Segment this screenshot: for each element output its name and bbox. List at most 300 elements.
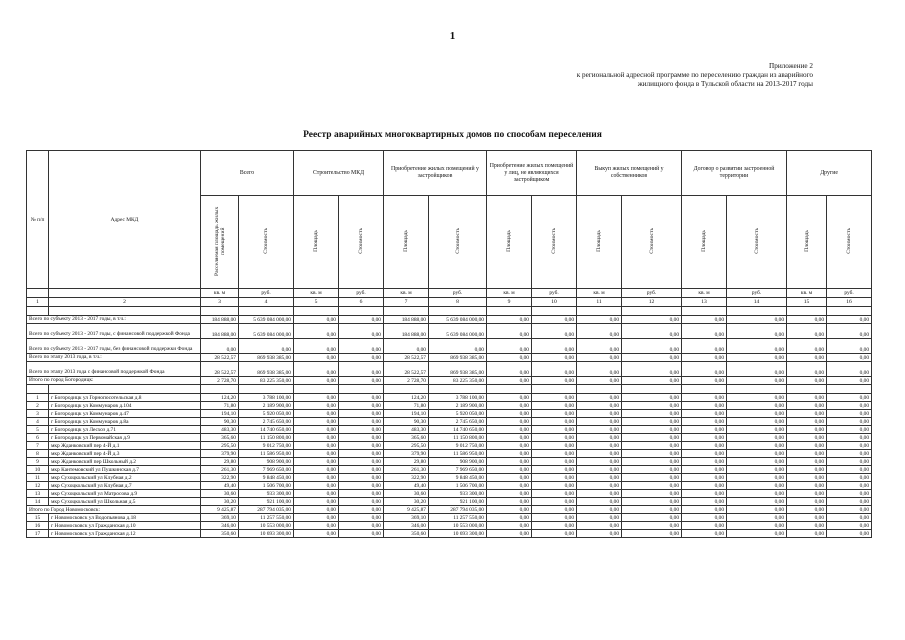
- row-area: 379,90: [201, 450, 239, 458]
- row-zero-value: 0,00: [577, 450, 622, 458]
- row-number: 9: [27, 458, 49, 466]
- summary-value: 0,00: [532, 362, 577, 377]
- row-address: мкр Сухоцкольский ул Клубная д.7: [49, 482, 201, 490]
- row-zero-value: 0,00: [827, 434, 872, 442]
- row-zero-value: 0,00: [487, 522, 532, 530]
- row-zero-value: 0,00: [727, 442, 787, 450]
- appendix-line-1: Приложение 2: [769, 62, 813, 70]
- register-table: [26, 150, 872, 538]
- row-zero-value: 0,00: [727, 514, 787, 522]
- summary-row: [27, 377, 872, 385]
- summary-value: 184 888,00: [384, 316, 429, 324]
- table-row: [27, 514, 872, 522]
- summary-value: 0,00: [787, 339, 827, 354]
- row-zero-value: 0,00: [622, 490, 682, 498]
- row-zero-value: 0,00: [622, 466, 682, 474]
- row-construction-cost: 0,00: [339, 490, 384, 498]
- summary-value: 0,00: [577, 324, 622, 339]
- row-number: 17: [27, 530, 49, 538]
- row-acq-cost: 3 788 100,00: [429, 394, 487, 402]
- summary-value: 0,00: [622, 316, 682, 324]
- row-zero-value: 0,00: [827, 394, 872, 402]
- subtotal-zero-value: 0,00: [787, 506, 827, 514]
- row-zero-value: 0,00: [787, 530, 827, 538]
- row-acq-cost: 10 693 300,00: [429, 530, 487, 538]
- row-number: 12: [27, 482, 49, 490]
- row-address: г Новомосковск ул Гражданская д.12: [49, 530, 201, 538]
- row-zero-value: 0,00: [487, 426, 532, 434]
- summary-value: 0,00: [787, 316, 827, 324]
- row-zero-value: 0,00: [827, 450, 872, 458]
- empty-cell: [49, 385, 201, 394]
- row-area: 90,30: [201, 418, 239, 426]
- row-zero-value: 0,00: [827, 442, 872, 450]
- row-zero-value: 0,00: [727, 450, 787, 458]
- row-number: 11: [27, 474, 49, 482]
- summary-value: 83 225 350,00: [429, 377, 487, 385]
- row-zero-value: 0,00: [487, 474, 532, 482]
- row-zero-value: 0,00: [727, 394, 787, 402]
- column-index: 14: [727, 298, 787, 307]
- row-cost: 3 788 100,00: [239, 394, 294, 402]
- sub-area: Площадь: [487, 196, 532, 289]
- summary-value: 869 938 385,00: [429, 354, 487, 362]
- unit-rub: руб.: [622, 289, 682, 298]
- row-area: 30,60: [201, 490, 239, 498]
- row-zero-value: 0,00: [787, 418, 827, 426]
- row-zero-value: 0,00: [622, 482, 682, 490]
- row-zero-value: 0,00: [682, 410, 727, 418]
- row-construction-area: 0,00: [294, 458, 339, 466]
- empty-cell: [201, 307, 239, 316]
- summary-value: 869 938 385,00: [239, 354, 294, 362]
- subtotal-acq-cost: 287 794 035,00: [429, 506, 487, 514]
- sub-area: Площадь: [294, 196, 339, 289]
- summary-value: 0,00: [622, 377, 682, 385]
- summary-value: 28 522,57: [384, 354, 429, 362]
- row-acq-cost: 933 300,00: [429, 490, 487, 498]
- header-buyout: Выкуп жилых помещений у собственников: [577, 151, 682, 196]
- empty-cell: [577, 385, 622, 394]
- row-zero-value: 0,00: [787, 410, 827, 418]
- row-zero-value: 0,00: [787, 426, 827, 434]
- row-zero-value: 0,00: [622, 402, 682, 410]
- row-zero-value: 0,00: [682, 394, 727, 402]
- row-cost: 11 150 800,00: [239, 434, 294, 442]
- row-zero-value: 0,00: [827, 426, 872, 434]
- unit-sqm: кв. м: [294, 289, 339, 298]
- row-cost: 10 693 300,00: [239, 530, 294, 538]
- row-zero-value: 0,00: [577, 514, 622, 522]
- row-zero-value: 0,00: [577, 434, 622, 442]
- summary-value: 0,00: [682, 316, 727, 324]
- unit-sqm: кв. м: [787, 289, 827, 298]
- subtotal-row: [27, 506, 872, 514]
- row-area: 71,80: [201, 402, 239, 410]
- empty-cell: [339, 307, 384, 316]
- table-row: [27, 426, 872, 434]
- sub-cost: Стоимость: [532, 196, 577, 289]
- row-acq-cost: 908 900,00: [429, 458, 487, 466]
- row-number: 6: [27, 434, 49, 442]
- row-address: г Богородицк ул Коммунаров д.104: [49, 402, 201, 410]
- header-address: Адрес МКД: [49, 151, 201, 289]
- spacer-row: [27, 307, 872, 316]
- row-zero-value: 0,00: [622, 434, 682, 442]
- row-zero-value: 0,00: [682, 514, 727, 522]
- summary-value: 0,00: [727, 354, 787, 362]
- summary-row: [27, 362, 872, 377]
- row-zero-value: 0,00: [787, 482, 827, 490]
- row-zero-value: 0,00: [827, 514, 872, 522]
- summary-value: 0,00: [827, 316, 872, 324]
- row-zero-value: 0,00: [787, 522, 827, 530]
- subtotal-construction-area: 0,00: [294, 506, 339, 514]
- row-number: 5: [27, 426, 49, 434]
- row-acq-area: 379,90: [384, 450, 429, 458]
- unit-cell: [49, 289, 201, 298]
- row-acq-cost: 1 506 700,00: [429, 482, 487, 490]
- subtotal-zero-value: 0,00: [827, 506, 872, 514]
- summary-value: 0,00: [787, 377, 827, 385]
- row-zero-value: 0,00: [532, 514, 577, 522]
- row-construction-area: 0,00: [294, 450, 339, 458]
- row-zero-value: 0,00: [577, 530, 622, 538]
- unit-sqm: кв. м: [201, 289, 239, 298]
- summary-value: 0,00: [239, 339, 294, 354]
- summary-value: 0,00: [294, 316, 339, 324]
- unit-sqm: кв. м: [384, 289, 429, 298]
- empty-cell: [27, 307, 49, 316]
- subtotal-zero-value: 0,00: [487, 506, 532, 514]
- summary-value: 0,00: [294, 377, 339, 385]
- row-number: 4: [27, 418, 49, 426]
- row-address: г Новомосковск ул Гражданская д.10: [49, 522, 201, 530]
- table-row: [27, 450, 872, 458]
- row-area: 261,30: [201, 466, 239, 474]
- summary-value: 869 938 385,00: [429, 362, 487, 377]
- row-zero-value: 0,00: [577, 458, 622, 466]
- row-acq-area: 194,10: [384, 410, 429, 418]
- row-zero-value: 0,00: [682, 402, 727, 410]
- row-zero-value: 0,00: [727, 530, 787, 538]
- unit-sqm: кв. м: [577, 289, 622, 298]
- column-index: 3: [201, 298, 239, 307]
- row-acq-area: 30,60: [384, 490, 429, 498]
- summary-value: 0,00: [622, 354, 682, 362]
- row-construction-cost: 0,00: [339, 482, 384, 490]
- summary-value: 0,00: [827, 339, 872, 354]
- row-construction-cost: 0,00: [339, 434, 384, 442]
- row-acq-cost: 7 969 650,00: [429, 466, 487, 474]
- column-index: 1: [27, 298, 49, 307]
- row-zero-value: 0,00: [682, 498, 727, 506]
- row-address: г Новомосковск ул Водопьянова д.18: [49, 514, 201, 522]
- row-zero-value: 0,00: [682, 442, 727, 450]
- row-zero-value: 0,00: [827, 402, 872, 410]
- row-zero-value: 0,00: [532, 530, 577, 538]
- summary-row: [27, 354, 872, 362]
- row-construction-area: 0,00: [294, 466, 339, 474]
- summary-value: 0,00: [294, 339, 339, 354]
- empty-cell: [682, 307, 727, 316]
- row-construction-area: 0,00: [294, 474, 339, 482]
- row-address: мкр Жданковский пер Школьный д.2: [49, 458, 201, 466]
- sub-cost: Стоимость: [339, 196, 384, 289]
- row-number: 10: [27, 466, 49, 474]
- row-zero-value: 0,00: [682, 490, 727, 498]
- row-construction-cost: 0,00: [339, 522, 384, 530]
- row-construction-area: 0,00: [294, 394, 339, 402]
- empty-cell: [49, 307, 201, 316]
- row-zero-value: 0,00: [622, 522, 682, 530]
- row-cost: 14 740 650,00: [239, 426, 294, 434]
- unit-rub: руб.: [727, 289, 787, 298]
- table-row: [27, 434, 872, 442]
- column-index: 15: [787, 298, 827, 307]
- row-zero-value: 0,00: [532, 522, 577, 530]
- row-acq-area: 261,30: [384, 466, 429, 474]
- summary-value: 0,00: [827, 324, 872, 339]
- sub-area: Площадь: [384, 196, 429, 289]
- row-construction-cost: 0,00: [339, 418, 384, 426]
- row-cost: 11 586 950,00: [239, 450, 294, 458]
- table-row: [27, 490, 872, 498]
- row-zero-value: 0,00: [727, 482, 787, 490]
- row-address: мкр Сухоцкольский ул Школьная д.5: [49, 498, 201, 506]
- row-zero-value: 0,00: [682, 426, 727, 434]
- empty-cell: [239, 385, 294, 394]
- summary-label: Всего по субъекту 2013 - 2017 годы, с финансовой поддержкой Фонда: [27, 324, 201, 339]
- unit-rub: руб.: [339, 289, 384, 298]
- row-address: г Богородицк ул Первомайская д.9: [49, 434, 201, 442]
- unit-sqm: кв. м: [487, 289, 532, 298]
- column-index: 7: [384, 298, 429, 307]
- table-row: [27, 522, 872, 530]
- row-zero-value: 0,00: [532, 450, 577, 458]
- column-index-row: [27, 298, 872, 307]
- summary-value: 0,00: [787, 324, 827, 339]
- row-zero-value: 0,00: [532, 426, 577, 434]
- empty-cell: [201, 385, 239, 394]
- row-address: г Богородицк ул Коммунаров д.47: [49, 410, 201, 418]
- row-construction-area: 0,00: [294, 426, 339, 434]
- row-area: 346,00: [201, 522, 239, 530]
- row-cost: 11 257 550,00: [239, 514, 294, 522]
- column-index: 11: [577, 298, 622, 307]
- summary-value: 0,00: [727, 362, 787, 377]
- column-index: 12: [622, 298, 682, 307]
- summary-value: 0,00: [532, 377, 577, 385]
- empty-cell: [339, 385, 384, 394]
- unit-cell: [27, 289, 49, 298]
- summary-value: 5 639 084 000,00: [239, 324, 294, 339]
- table-row: [27, 394, 872, 402]
- row-zero-value: 0,00: [827, 498, 872, 506]
- register-body: [27, 307, 872, 538]
- row-zero-value: 0,00: [827, 530, 872, 538]
- summary-value: 0,00: [294, 324, 339, 339]
- row-construction-cost: 0,00: [339, 458, 384, 466]
- unit-rub: руб.: [239, 289, 294, 298]
- summary-label: Всего по субъекту 2013 - 2017 годы, без финансовой поддержки Фонда: [27, 339, 201, 354]
- summary-value: 0,00: [727, 377, 787, 385]
- row-zero-value: 0,00: [682, 458, 727, 466]
- empty-cell: [294, 307, 339, 316]
- row-zero-value: 0,00: [622, 458, 682, 466]
- summary-value: 0,00: [682, 324, 727, 339]
- column-index: 5: [294, 298, 339, 307]
- subtotal-zero-value: 0,00: [727, 506, 787, 514]
- empty-cell: [787, 307, 827, 316]
- row-zero-value: 0,00: [622, 514, 682, 522]
- row-zero-value: 0,00: [487, 434, 532, 442]
- empty-cell: [827, 385, 872, 394]
- column-index: 16: [827, 298, 872, 307]
- row-area: 295,50: [201, 442, 239, 450]
- row-zero-value: 0,00: [622, 498, 682, 506]
- subtotal-label: Итого по Город Новомосковск:: [27, 506, 201, 514]
- row-zero-value: 0,00: [682, 530, 727, 538]
- row-zero-value: 0,00: [727, 426, 787, 434]
- empty-cell: [27, 385, 49, 394]
- header-total: Всего: [201, 151, 294, 196]
- summary-value: 28 522,57: [384, 362, 429, 377]
- row-address: г Богородицк ул Лесхоз д.71: [49, 426, 201, 434]
- row-acq-area: 346,00: [384, 522, 429, 530]
- summary-value: 2 728,70: [201, 377, 239, 385]
- summary-value: 0,00: [577, 316, 622, 324]
- summary-value: 0,00: [339, 354, 384, 362]
- row-cost: 7 969 650,00: [239, 466, 294, 474]
- summary-value: 0,00: [827, 354, 872, 362]
- row-zero-value: 0,00: [827, 458, 872, 466]
- row-zero-value: 0,00: [622, 426, 682, 434]
- column-index: 9: [487, 298, 532, 307]
- summary-value: 0,00: [532, 354, 577, 362]
- subtotal-area: 9 425,87: [201, 506, 239, 514]
- summary-value: 0,00: [294, 354, 339, 362]
- summary-value: 0,00: [339, 362, 384, 377]
- row-construction-cost: 0,00: [339, 410, 384, 418]
- row-zero-value: 0,00: [727, 402, 787, 410]
- row-zero-value: 0,00: [487, 530, 532, 538]
- row-area: 350,60: [201, 530, 239, 538]
- row-zero-value: 0,00: [827, 490, 872, 498]
- subtotal-zero-value: 0,00: [577, 506, 622, 514]
- table-row: [27, 482, 872, 490]
- subtotal-zero-value: 0,00: [532, 506, 577, 514]
- empty-cell: [577, 307, 622, 316]
- row-zero-value: 0,00: [727, 466, 787, 474]
- row-address: г Богородицк ул Горнопосотельская д.8: [49, 394, 201, 402]
- table-row: [27, 530, 872, 538]
- summary-value: 0,00: [201, 339, 239, 354]
- subtotal-acq-area: 9 425,87: [384, 506, 429, 514]
- row-number: 3: [27, 410, 49, 418]
- summary-value: 0,00: [577, 339, 622, 354]
- row-area: 365,60: [201, 434, 239, 442]
- sub-resettled-area: Расселяемая площадь жилых помещений: [201, 196, 239, 289]
- summary-value: 0,00: [622, 339, 682, 354]
- row-zero-value: 0,00: [577, 522, 622, 530]
- summary-value: 0,00: [622, 362, 682, 377]
- empty-cell: [622, 385, 682, 394]
- row-zero-value: 0,00: [787, 514, 827, 522]
- row-area: 29,80: [201, 458, 239, 466]
- summary-value: 2 728,70: [384, 377, 429, 385]
- row-number: 2: [27, 402, 49, 410]
- row-number: 13: [27, 490, 49, 498]
- row-cost: 921 100,00: [239, 498, 294, 506]
- row-zero-value: 0,00: [532, 394, 577, 402]
- row-acq-cost: 11 150 800,00: [429, 434, 487, 442]
- summary-label: Итого по город Богородицк:: [27, 377, 201, 385]
- summary-value: 0,00: [682, 339, 727, 354]
- subtotal-zero-value: 0,00: [682, 506, 727, 514]
- row-cost: 9 012 750,00: [239, 442, 294, 450]
- row-zero-value: 0,00: [487, 482, 532, 490]
- subtotal-zero-value: 0,00: [622, 506, 682, 514]
- row-zero-value: 0,00: [682, 450, 727, 458]
- row-zero-value: 0,00: [827, 522, 872, 530]
- row-address: мкр Кантемовский ул Пушкинская д.7: [49, 466, 201, 474]
- row-zero-value: 0,00: [577, 410, 622, 418]
- column-index: 13: [682, 298, 727, 307]
- row-address: мкр Сухоцкольский ул Клубная д.2: [49, 474, 201, 482]
- summary-value: 28 522,57: [201, 354, 239, 362]
- row-acq-area: 29,80: [384, 458, 429, 466]
- row-zero-value: 0,00: [487, 418, 532, 426]
- summary-value: 0,00: [622, 324, 682, 339]
- row-zero-value: 0,00: [487, 442, 532, 450]
- row-zero-value: 0,00: [487, 394, 532, 402]
- row-zero-value: 0,00: [682, 466, 727, 474]
- row-acq-cost: 14 740 650,00: [429, 426, 487, 434]
- row-zero-value: 0,00: [577, 394, 622, 402]
- row-zero-value: 0,00: [682, 434, 727, 442]
- row-zero-value: 0,00: [577, 418, 622, 426]
- row-area: 369,10: [201, 514, 239, 522]
- summary-label: Всего по этапу 2013 года, в т.ч.:: [27, 354, 201, 362]
- row-zero-value: 0,00: [827, 482, 872, 490]
- row-acq-cost: 9 848 450,00: [429, 474, 487, 482]
- row-cost: 2 745 650,00: [239, 418, 294, 426]
- units-row: [27, 289, 872, 298]
- row-zero-value: 0,00: [532, 418, 577, 426]
- summary-value: 0,00: [487, 362, 532, 377]
- row-area: 124,20: [201, 394, 239, 402]
- summary-value: 0,00: [339, 377, 384, 385]
- empty-cell: [429, 307, 487, 316]
- row-zero-value: 0,00: [787, 466, 827, 474]
- row-area: 49,40: [201, 482, 239, 490]
- row-zero-value: 0,00: [727, 490, 787, 498]
- row-area: 322,90: [201, 474, 239, 482]
- sub-area: Площадь: [787, 196, 827, 289]
- header-other: Другие: [787, 151, 872, 196]
- summary-value: 0,00: [727, 339, 787, 354]
- column-index: 10: [532, 298, 577, 307]
- column-index: 8: [429, 298, 487, 307]
- row-construction-cost: 0,00: [339, 466, 384, 474]
- row-zero-value: 0,00: [577, 402, 622, 410]
- row-zero-value: 0,00: [577, 466, 622, 474]
- empty-cell: [827, 307, 872, 316]
- row-construction-area: 0,00: [294, 402, 339, 410]
- summary-value: 0,00: [429, 339, 487, 354]
- row-acq-cost: 11 257 550,00: [429, 514, 487, 522]
